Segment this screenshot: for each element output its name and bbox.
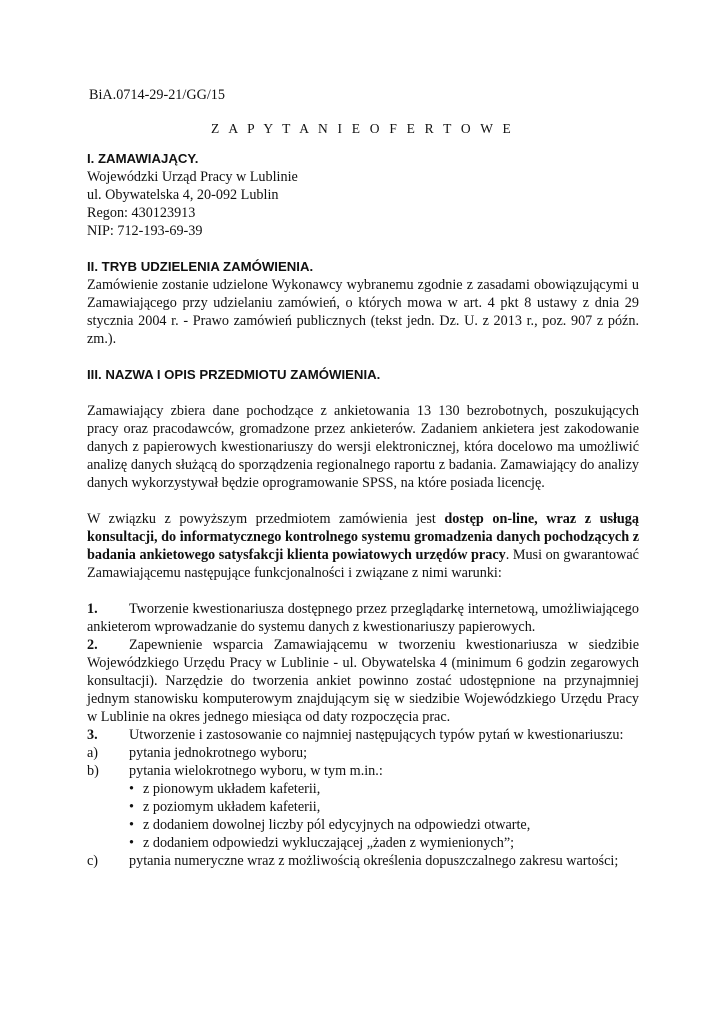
- document-title: Z A P Y T A N I E O F E R T O W E: [211, 121, 514, 136]
- bullet-icon: •: [129, 817, 134, 833]
- sub-item-label: c): [87, 853, 99, 869]
- sub-item-text: pytania jednokrotnego wyboru;: [129, 745, 308, 761]
- paragraph-2-start: W związku z powyższym przedmiotem zamówienia jest: [87, 511, 445, 527]
- sub-item-b: [87, 762, 639, 780]
- sub-item-label: b): [87, 763, 99, 779]
- item-text: Utworzenie i zastosowanie co najmniej następujących typów pytań w kwestionariuszu:: [129, 727, 624, 743]
- list-item: • z dodaniem dowolnej liczby pól edycyjnych na odpowiedzi otwarte,: [129, 817, 531, 833]
- section-1-heading: I. ZAMAWIAJĄCY.: [87, 151, 199, 166]
- section-2-heading: II. TRYB UDZIELENIA ZAMÓWIENIA.: [87, 259, 314, 274]
- bullet-icon: •: [129, 835, 134, 851]
- section-3-paragraph-2: [87, 510, 639, 582]
- sub-item-a: [87, 744, 639, 762]
- item-text: Zapewnienie wsparcia Zamawiającemu w tworzeniu kwestionariusza w siedzibie Wojewódzkiego Urzędu Pracy w Lublinie - ul. Obywatelska 4 (minimum 6 godzin zegarowych konsultacji). Narzędzie do tworzenia ankiet powinno zostać udostępnione na przynajmniej jednym stanowisku komputerowym znajdującym się w siedzibie Wojewódzkiego Urzędu Pracy w Lublinie na okres jednego miesiąca od daty rozpoczęcia prac.: [87, 637, 639, 725]
- item-number: 3.: [87, 727, 98, 743]
- sub-item-text: pytania wielokrotnego wyboru, w tym m.in.:: [129, 763, 383, 779]
- numbered-item: [87, 600, 639, 636]
- section-3-heading: III. NAZWA I OPIS PRZEDMIOTU ZAMÓWIENIA.: [87, 367, 381, 382]
- address-line: ul. Obywatelska 4, 20-092 Lublin: [87, 187, 279, 203]
- list-item: • z pionowym układem kafeterii,: [129, 781, 321, 797]
- sub-item-text: pytania numeryczne wraz z możliwością określenia dopuszczalnego zakresu wartości;: [129, 853, 619, 869]
- bullet-icon: •: [129, 799, 134, 815]
- address-line: Wojewódzki Urząd Pracy w Lublinie: [87, 169, 298, 185]
- bullet-list: [87, 780, 639, 852]
- item-text: Tworzenie kwestionariusza dostępnego przez przeglądarkę internetową, umożliwiającego ankieterom wprowadzanie do systemu danych z kwestionariuszy papierowych.: [87, 601, 639, 635]
- section-2-text: Zamówienie zostanie udzielone Wykonawcy wybranemu zgodnie z zasadami obowiązującymi u Zamawiającego przy udzielaniu zamówień, o których mowa w art. 4 pkt 8 ustawy z dnia 29 stycznia 2004 r. - Prawo zamówień publicznych (tekst jedn. Dz. U. z 2013 r., poz. 907 z późn. zm.).: [87, 277, 639, 347]
- numbered-item: [87, 636, 639, 726]
- section-3-paragraph-1: Zamawiający zbiera dane pochodzące z ankietowania 13 130 bezrobotnych, poszukujących pracy oraz pracodawców, gromadzone przez ankieterów. Zadaniem ankietera jest zakodowanie danych z papierowych kwestionariuszy do wersji elektronicznej, która docelowo ma umożliwić analizę danych służącą do sporządzenia regionalnego raportu z badania. Zamawiający do analizy danych wykorzystywał będzie oprogramowanie SPSS, na które posiada licencję.: [87, 403, 639, 491]
- paragraph-2-bold: dostęp on-line, wraz z usługą konsultacji, do informatycznego kontrolnego systemu gromadzenia danych pochodzących z badania ankietowego satysfakcji klienta powiatowych urzędów pracy: [87, 511, 639, 563]
- document-body: [87, 150, 639, 870]
- reference-number: BiA.0714-29-21/GG/15: [89, 87, 225, 103]
- bullet-icon: •: [129, 781, 134, 797]
- sub-item-label: a): [87, 745, 99, 761]
- address-line: Regon: 430123913: [87, 205, 196, 221]
- contracting-authority-address: [87, 168, 639, 240]
- list-item: • z poziomym układem kafeterii,: [129, 799, 321, 815]
- paragraph-2-end: . Musi on gwarantować Zamawiającemu następujące funkcjonalności i związane z nimi warunki:: [87, 547, 639, 581]
- sub-item-c: [87, 852, 639, 870]
- numbered-item: [87, 726, 639, 744]
- address-line: NIP: 712-193-69-39: [87, 223, 203, 239]
- item-number: 2.: [87, 637, 98, 653]
- item-number: 1.: [87, 601, 98, 617]
- list-item: • z dodaniem odpowiedzi wykluczającej „żaden z wymienionych”;: [129, 835, 515, 851]
